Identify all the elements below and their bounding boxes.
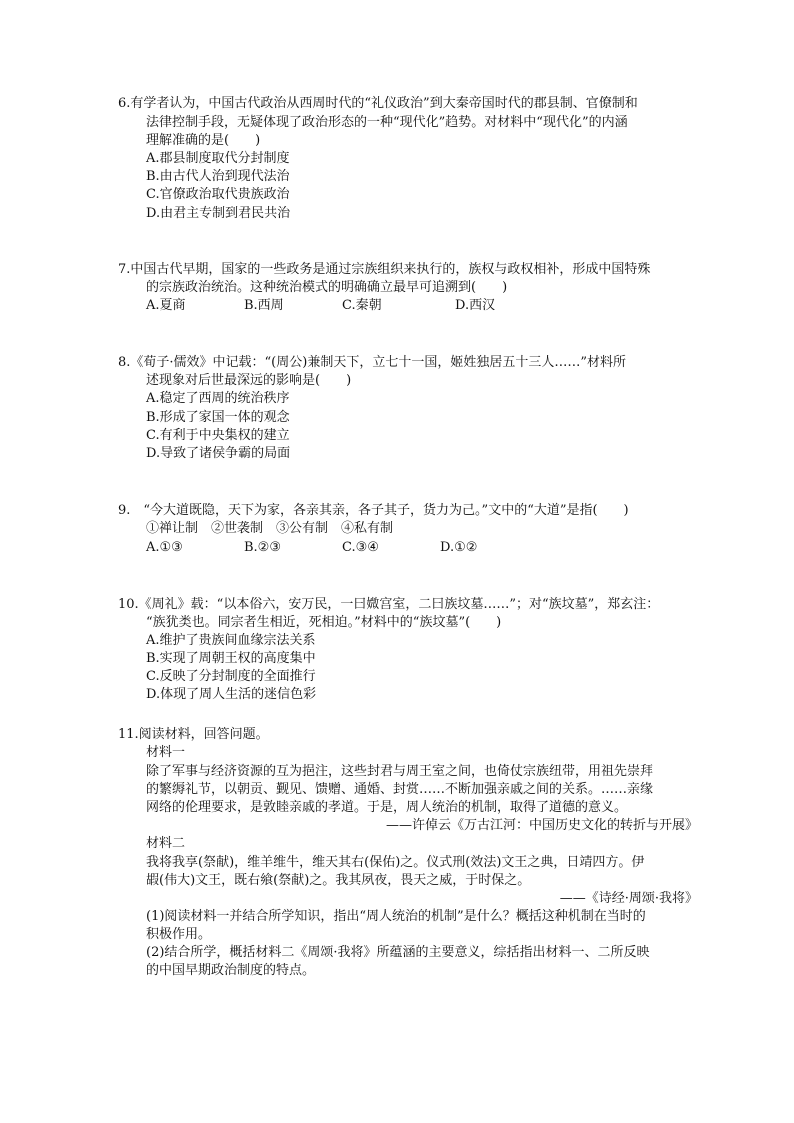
option-c[interactable]: C.③④ xyxy=(342,540,379,555)
question-stem-line: 6.有学者认为，中国古代政治从西周时代的“礼仪政治”到大秦帝国时代的郡县制、官僚制和 xyxy=(118,96,638,111)
option-b[interactable]: B.由古代人治到现代法治 xyxy=(146,169,290,184)
question-stem-line: 的宗族政治统治。这种统治模式的明确确立最早可追溯到( ) xyxy=(146,280,508,295)
material-one-label: 材料一 xyxy=(146,745,186,760)
option-d[interactable]: D.西汉 xyxy=(455,298,496,313)
option-c[interactable]: C.官僚政治取代贵族政治 xyxy=(146,187,290,202)
material-two-line: 嘏(伟大)文王，既右飨(祭献)之。我其夙夜，畏天之威，于时保之。 xyxy=(146,873,531,888)
option-b[interactable]: B.西周 xyxy=(244,298,284,313)
option-c[interactable]: C.反映了分封制度的全面推行 xyxy=(146,669,316,684)
question-stem-line: 述现象对后世最深远的影响是( ) xyxy=(146,373,352,388)
material-one-line: 的繁缛礼节，以朝贡、觐见、馈赠、通婚、封赏……不断加强亲戚之间的关系。……亲缘 xyxy=(146,782,654,797)
option-d[interactable]: D.体现了周人生活的迷信色彩 xyxy=(146,687,317,702)
sub-question-line: 的中国早期政治制度的特点。 xyxy=(146,963,316,978)
sub-question-line: (1)阅读材料一并结合所学知识，指出“周人统治的机制”是什么？概括这种机制在当时的 xyxy=(146,909,646,924)
question-stem-line: 7.中国古代早期，国家的一些政务是通过宗族组织来执行的，族权与政权相补，形成中国特殊 xyxy=(118,262,651,277)
question-stem-line: 法律控制手段，无疑体现了政治形态的一种“现代化”趋势。对材料中“现代化”的内涵 xyxy=(146,115,628,130)
option-d[interactable]: D.导致了诸侯争霸的局面 xyxy=(146,446,291,461)
question-stem-line: 11.阅读材料，回答问题。 xyxy=(118,727,269,742)
material-two-source: ——《诗经·周颂·我将》 xyxy=(559,891,698,906)
material-one-line: 网络的伦理要求，是敦睦亲戚的孝道。于是，周人统治的机制，取得了道德的意义。 xyxy=(146,800,628,815)
option-a[interactable]: A.夏商 xyxy=(146,298,186,313)
option-c[interactable]: C.秦朝 xyxy=(342,298,382,313)
option-a[interactable]: A.①③ xyxy=(146,540,183,555)
option-a[interactable]: A.稳定了西周的统治秩序 xyxy=(146,391,290,406)
question-stem-line: 8.《荀子·儒效》中记载：“(周公)兼制天下，立七十一国，姬姓独居五十三人……”材料所 xyxy=(118,355,626,370)
option-a[interactable]: A.维护了贵族间血缘宗法关系 xyxy=(146,633,316,648)
material-one-source: ——许倬云《万古江河：中国历史文化的转折与开展》 xyxy=(385,818,698,833)
sub-question-line: (2)结合所学，概括材料二《周颂·我将》所蕴涵的主要意义，综括指出材料一、二所反映 xyxy=(146,945,650,960)
question-stem-line: 10.《周礼》载：“以本俗六，安万民，一曰媺宫室，二曰族坟墓……”；对“族坟墓”，郑玄注： xyxy=(118,597,660,612)
question-stem-line: 9. “今大道既隐，天下为家，各亲其亲，各子其子，货力为己。”文中的“大道”是指( ) xyxy=(118,503,629,518)
material-two-line: 我将我享(祭献)，维羊维牛，维天其右(保佑)之。仪式刑(效法)文王之典，日靖四方。伊 xyxy=(146,855,645,870)
option-a[interactable]: A.郡县制度取代分封制度 xyxy=(146,151,290,166)
option-d[interactable]: D.由君主专制到君民共治 xyxy=(146,206,291,221)
material-two-label: 材料二 xyxy=(146,836,186,851)
material-one-line: 除了军事与经济资源的互为挹注，这些封君与周王室之间，也倚仗宗族纽带，用祖先崇拜 xyxy=(146,764,654,779)
question-stem-line: ①禅让制 ②世袭制 ③公有制 ④私有制 xyxy=(146,521,394,536)
sub-question-line: 积极作用。 xyxy=(146,927,212,942)
option-c[interactable]: C.有利于中央集权的建立 xyxy=(146,428,290,443)
option-d[interactable]: D.①② xyxy=(440,540,478,555)
question-stem-line: “族犹类也。同宗者生相近，死相迫。”材料中的“族坟墓”( ) xyxy=(146,615,502,630)
option-b[interactable]: B.实现了周朝王权的高度集中 xyxy=(146,651,316,666)
option-b[interactable]: B.形成了家国一体的观念 xyxy=(146,410,290,425)
option-b[interactable]: B.②③ xyxy=(244,540,281,555)
question-stem-line: 理解准确的是( ) xyxy=(146,133,261,148)
